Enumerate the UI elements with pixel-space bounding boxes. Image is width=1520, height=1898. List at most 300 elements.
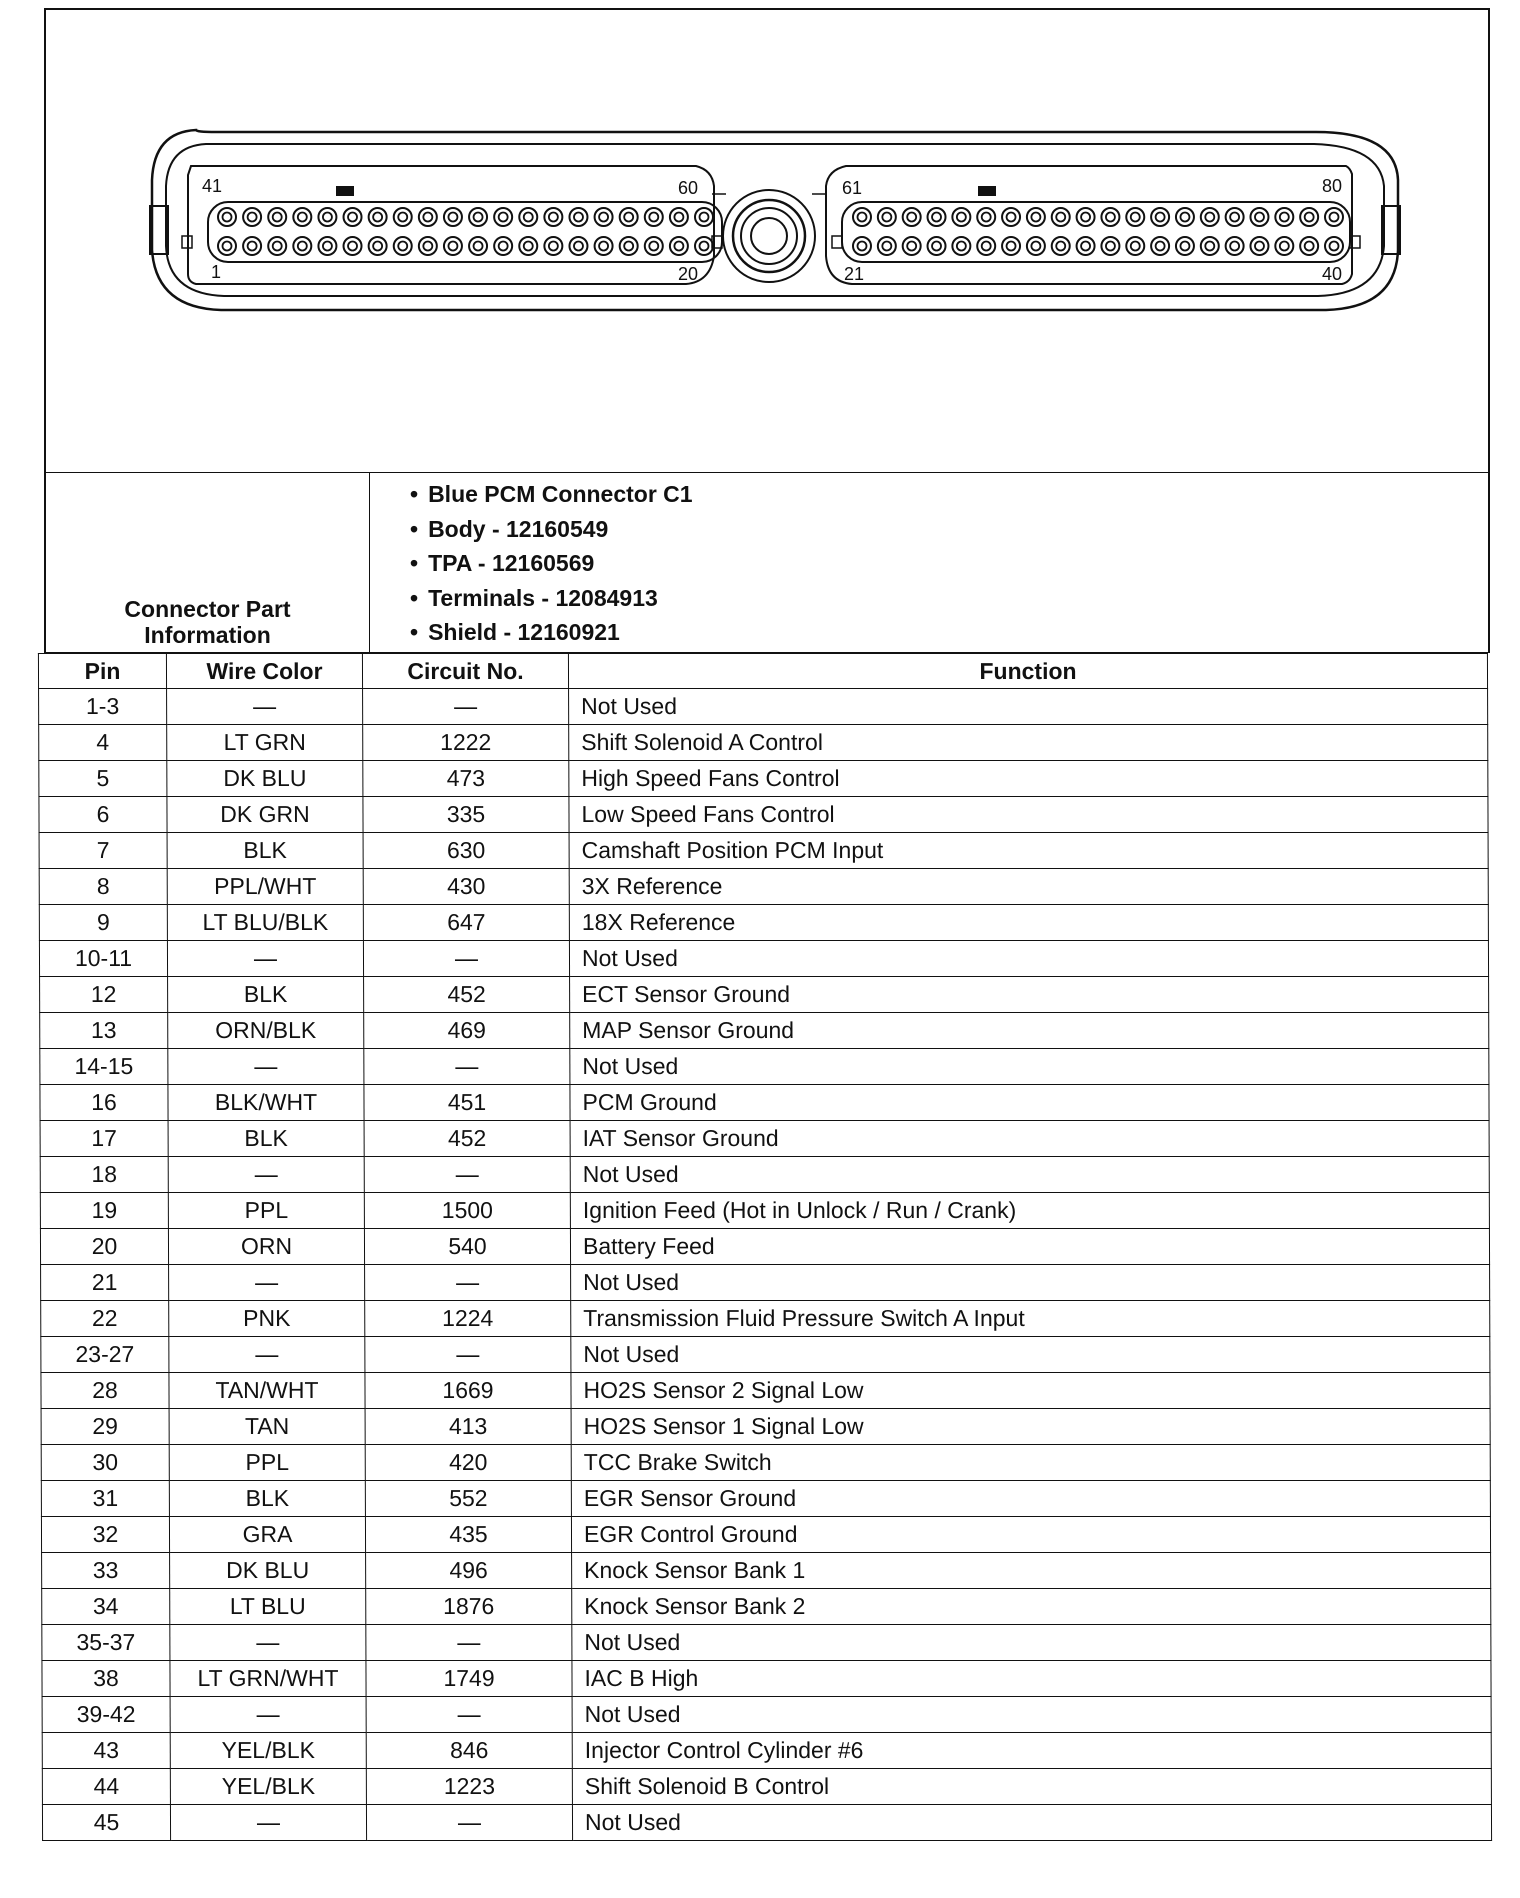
terminal-cavity: [1027, 237, 1045, 255]
circuit-cell: —: [365, 1265, 571, 1301]
terminal-cavity: [1052, 237, 1070, 255]
table-row: [39, 905, 1488, 941]
circuit-cell: —: [365, 1337, 571, 1373]
table-row: [39, 689, 1488, 725]
circuit-cell: 1876: [366, 1589, 572, 1625]
circuit-cell: 435: [365, 1517, 571, 1553]
terminal-cavity: [469, 208, 487, 226]
terminal-cavity: [369, 237, 387, 255]
function-cell: Battery Feed: [570, 1229, 1489, 1265]
table-row: [42, 1697, 1491, 1733]
terminal-pin: [423, 213, 432, 222]
terminal-pin: [1031, 242, 1040, 251]
table-row: [41, 1409, 1490, 1445]
terminal-pin: [907, 242, 916, 251]
terminal-cavity: [695, 208, 713, 226]
right-pin-field: [853, 208, 1343, 255]
terminal-pin: [398, 242, 407, 251]
table-row: [42, 1805, 1491, 1841]
terminal-pin: [1007, 242, 1016, 251]
table-row: [39, 941, 1488, 977]
function-cell: HO2S Sensor 2 Signal Low: [571, 1373, 1490, 1409]
terminal-cavity: [1101, 208, 1119, 226]
terminal-cavity: [1052, 208, 1070, 226]
pin-cell: 45: [42, 1805, 170, 1841]
wire-color-cell: LT GRN: [167, 725, 363, 761]
terminal-pin: [474, 213, 483, 222]
terminal-pin: [1081, 242, 1090, 251]
terminal-cavity: [1226, 208, 1244, 226]
terminal-pin: [700, 242, 709, 251]
pin-cell: 18: [40, 1157, 168, 1193]
terminal-pin: [273, 242, 282, 251]
circuit-cell: 1669: [365, 1373, 571, 1409]
terminal-cavity: [293, 208, 311, 226]
table-row: [41, 1517, 1490, 1553]
circuit-cell: 452: [364, 1121, 570, 1157]
terminal-pin: [982, 242, 991, 251]
wire-color-cell: —: [170, 1805, 366, 1841]
wire-color-cell: —: [169, 1265, 365, 1301]
wire-color-cell: YEL/BLK: [170, 1769, 366, 1805]
terminal-pin: [624, 213, 633, 222]
wire-color-cell: PPL: [168, 1193, 364, 1229]
terminal-cavity: [1226, 237, 1244, 255]
terminal-cavity: [469, 237, 487, 255]
terminal-pin: [423, 242, 432, 251]
part-info-item: • TPA - 12160569: [410, 546, 1488, 581]
pin-cell: 39-42: [42, 1697, 170, 1733]
wire-color-cell: DK BLU: [170, 1553, 366, 1589]
terminal-pin: [882, 213, 891, 222]
part-info-item: • Terminals - 12084913: [410, 581, 1488, 616]
terminal-pin: [1205, 242, 1214, 251]
terminal-pin: [474, 242, 483, 251]
terminal-cavity: [1201, 237, 1219, 255]
function-cell: Not Used: [571, 1337, 1490, 1373]
terminal-pin: [298, 242, 307, 251]
wire-color-cell: BLK: [167, 833, 363, 869]
terminal-pin: [1131, 213, 1140, 222]
wire-color-cell: TAN/WHT: [169, 1373, 365, 1409]
terminal-cavity: [595, 237, 613, 255]
terminal-cavity: [569, 208, 587, 226]
table-row: [40, 1013, 1489, 1049]
table-row: [41, 1265, 1490, 1301]
terminal-cavity: [1176, 237, 1194, 255]
pin-cell: 6: [39, 797, 167, 833]
pin-cell: 9: [39, 905, 167, 941]
terminal-pin: [448, 242, 457, 251]
function-cell: MAP Sensor Ground: [570, 1013, 1489, 1049]
circuit-cell: 473: [363, 761, 569, 797]
connector-illustration: [46, 10, 1492, 475]
terminal-cavity: [878, 208, 896, 226]
terminal-pin: [858, 213, 867, 222]
terminal-cavity: [952, 208, 970, 226]
terminal-pin: [649, 242, 658, 251]
table-row: [41, 1301, 1490, 1337]
terminal-cavity: [1027, 208, 1045, 226]
terminal-cavity: [1126, 208, 1144, 226]
left-pin-field: [218, 208, 713, 255]
terminal-cavity: [519, 208, 537, 226]
terminal-cavity: [394, 237, 412, 255]
terminal-cavity: [419, 237, 437, 255]
function-cell: Shift Solenoid A Control: [569, 725, 1488, 761]
terminal-pin: [348, 242, 357, 251]
pin-cell: 34: [42, 1589, 170, 1625]
terminal-cavity: [1250, 237, 1268, 255]
terminal-cavity: [218, 237, 236, 255]
terminal-cavity: [293, 237, 311, 255]
terminal-cavity: [344, 208, 362, 226]
circuit-cell: 1223: [366, 1769, 572, 1805]
circuit-cell: 430: [363, 869, 569, 905]
terminal-cavity: [544, 237, 562, 255]
connector-part-info: [44, 473, 1490, 653]
table-row: [41, 1445, 1490, 1481]
wire-color-cell: BLK: [168, 977, 364, 1013]
circuit-cell: 451: [364, 1085, 570, 1121]
table-row: [39, 761, 1488, 797]
part-info-label-text: Connector Part Information: [124, 596, 291, 648]
function-cell: Ignition Feed (Hot in Unlock / Run / Crank): [570, 1193, 1489, 1229]
wire-color-cell: —: [167, 689, 363, 725]
wire-color-cell: BLK: [169, 1481, 365, 1517]
terminal-pin: [700, 213, 709, 222]
terminal-cavity: [394, 208, 412, 226]
terminal-cavity: [1077, 208, 1095, 226]
pin-cell: 44: [42, 1769, 170, 1805]
terminal-pin: [599, 242, 608, 251]
table-row: [40, 1193, 1489, 1229]
pin-cell: 35-37: [42, 1625, 170, 1661]
terminal-pin: [932, 242, 941, 251]
terminal-cavity: [1077, 237, 1095, 255]
circuit-cell: —: [366, 1805, 572, 1841]
part-info-label: [46, 473, 370, 652]
function-cell: 3X Reference: [569, 869, 1488, 905]
terminal-cavity: [444, 208, 462, 226]
wire-color-cell: —: [167, 941, 363, 977]
terminal-pin: [524, 242, 533, 251]
pin-cell: 14-15: [40, 1049, 168, 1085]
pin-label-80: 80: [1322, 176, 1343, 196]
terminal-cavity: [419, 208, 437, 226]
terminal-pin: [1280, 242, 1289, 251]
terminal-cavity: [1126, 237, 1144, 255]
function-cell: Knock Sensor Bank 2: [572, 1589, 1491, 1625]
terminal-pin: [858, 242, 867, 251]
pin-cell: 32: [41, 1517, 169, 1553]
terminal-cavity: [369, 208, 387, 226]
terminal-cavity: [928, 237, 946, 255]
terminal-pin: [1330, 213, 1339, 222]
pin-label-61: 61: [842, 178, 863, 198]
header-circuit-no: Circuit No.: [362, 654, 568, 689]
terminal-pin: [1180, 213, 1189, 222]
terminal-pin: [649, 213, 658, 222]
terminal-cavity: [620, 208, 638, 226]
circuit-cell: 846: [366, 1733, 572, 1769]
terminal-pin: [1106, 242, 1115, 251]
function-cell: Injector Control Cylinder #6: [572, 1733, 1491, 1769]
function-cell: Camshaft Position PCM Input: [569, 833, 1488, 869]
terminal-pin: [248, 213, 257, 222]
pin-cell: 19: [40, 1193, 168, 1229]
terminal-pin: [273, 213, 282, 222]
table-row: [42, 1625, 1491, 1661]
terminal-cavity: [645, 237, 663, 255]
terminal-pin: [549, 242, 558, 251]
terminal-pin: [348, 213, 357, 222]
wire-color-cell: TAN: [169, 1409, 365, 1445]
terminal-pin: [298, 213, 307, 222]
table-row: [40, 1049, 1489, 1085]
terminal-pin: [1255, 213, 1264, 222]
wire-color-cell: BLK/WHT: [168, 1085, 364, 1121]
table-row: [42, 1553, 1491, 1589]
table-row: [39, 833, 1488, 869]
terminal-pin: [957, 242, 966, 251]
pin-cell: 4: [39, 725, 167, 761]
function-cell: IAC B High: [572, 1661, 1491, 1697]
terminal-pin: [398, 213, 407, 222]
terminal-cavity: [1250, 208, 1268, 226]
terminal-pin: [1305, 242, 1314, 251]
terminal-cavity: [853, 208, 871, 226]
pin-cell: 21: [41, 1265, 169, 1301]
pin-label-21: 21: [844, 264, 865, 284]
header-pin: Pin: [38, 654, 166, 689]
terminal-pin: [549, 213, 558, 222]
function-cell: ECT Sensor Ground: [570, 977, 1489, 1013]
terminal-pin: [448, 213, 457, 222]
terminal-pin: [499, 242, 508, 251]
terminal-cavity: [1101, 237, 1119, 255]
terminal-cavity: [1300, 208, 1318, 226]
pin-cell: 28: [41, 1373, 169, 1409]
terminal-pin: [373, 213, 382, 222]
terminal-pin: [1106, 213, 1115, 222]
pin-cell: 30: [41, 1445, 169, 1481]
function-cell: High Speed Fans Control: [569, 761, 1488, 797]
terminal-pin: [1056, 213, 1065, 222]
pin-cell: 23-27: [41, 1337, 169, 1373]
function-cell: EGR Sensor Ground: [571, 1481, 1490, 1517]
wire-color-cell: LT BLU: [170, 1589, 366, 1625]
terminal-cavity: [1325, 208, 1343, 226]
pin-cell: 12: [40, 977, 168, 1013]
function-cell: Not Used: [572, 1805, 1491, 1841]
wire-color-cell: PNK: [169, 1301, 365, 1337]
function-cell: Not Used: [569, 941, 1488, 977]
pin-cell: 33: [42, 1553, 170, 1589]
terminal-cavity: [903, 208, 921, 226]
circuit-cell: 630: [363, 833, 569, 869]
terminal-cavity: [1325, 237, 1343, 255]
terminal-cavity: [1176, 208, 1194, 226]
terminal-pin: [1131, 242, 1140, 251]
function-cell: Not Used: [572, 1625, 1491, 1661]
pin-cell: 17: [40, 1121, 168, 1157]
terminal-cavity: [444, 237, 462, 255]
function-cell: PCM Ground: [570, 1085, 1489, 1121]
terminal-cavity: [977, 208, 995, 226]
terminal-cavity: [344, 237, 362, 255]
terminal-pin: [223, 213, 232, 222]
table-row: [42, 1589, 1491, 1625]
circuit-cell: 1222: [363, 725, 569, 761]
wire-color-cell: BLK: [168, 1121, 364, 1157]
terminal-pin: [574, 213, 583, 222]
pin-table: [38, 653, 1492, 1841]
wire-color-cell: —: [169, 1337, 365, 1373]
circuit-cell: 335: [363, 797, 569, 833]
pin-cell: 10-11: [39, 941, 167, 977]
circuit-cell: —: [366, 1625, 572, 1661]
function-cell: EGR Control Ground: [571, 1517, 1490, 1553]
terminal-cavity: [218, 208, 236, 226]
terminal-cavity: [595, 208, 613, 226]
terminal-cavity: [243, 237, 261, 255]
pin-cell: 22: [41, 1301, 169, 1337]
pin-cell: 38: [42, 1661, 170, 1697]
terminal-pin: [1156, 213, 1165, 222]
table-row: [40, 977, 1489, 1013]
table-row: [39, 725, 1488, 761]
terminal-cavity: [318, 237, 336, 255]
terminal-cavity: [1201, 208, 1219, 226]
terminal-pin: [1031, 213, 1040, 222]
terminal-pin: [1081, 213, 1090, 222]
wire-color-cell: —: [168, 1049, 364, 1085]
part-info-item: • Blue PCM Connector C1: [410, 477, 1488, 512]
terminal-pin: [674, 242, 683, 251]
pin-cell: 5: [39, 761, 167, 797]
terminal-cavity: [243, 208, 261, 226]
table-row: [40, 1229, 1489, 1265]
circuit-cell: —: [364, 1157, 570, 1193]
circuit-cell: —: [363, 689, 569, 725]
terminal-pin: [1056, 242, 1065, 251]
table-row: [40, 1121, 1489, 1157]
terminal-cavity: [1300, 237, 1318, 255]
circuit-cell: 413: [365, 1409, 571, 1445]
pin-cell: 16: [40, 1085, 168, 1121]
table-row: [42, 1769, 1491, 1805]
terminal-cavity: [1275, 237, 1293, 255]
circuit-cell: 420: [365, 1445, 571, 1481]
terminal-cavity: [878, 237, 896, 255]
wire-color-cell: —: [168, 1157, 364, 1193]
terminal-pin: [323, 242, 332, 251]
terminal-pin: [1205, 213, 1214, 222]
terminal-pin: [574, 242, 583, 251]
wire-color-cell: LT BLU/BLK: [167, 905, 363, 941]
circuit-cell: 552: [365, 1481, 571, 1517]
circuit-cell: 1749: [366, 1661, 572, 1697]
terminal-cavity: [1151, 237, 1169, 255]
wire-color-cell: DK BLU: [167, 761, 363, 797]
terminal-cavity: [1002, 208, 1020, 226]
circuit-cell: 1500: [364, 1193, 570, 1229]
pin-cell: 7: [39, 833, 167, 869]
wire-color-cell: ORN: [168, 1229, 364, 1265]
function-cell: Not Used: [569, 689, 1488, 725]
function-cell: Not Used: [570, 1157, 1489, 1193]
table-row: [41, 1373, 1490, 1409]
header-wire-color: Wire Color: [166, 654, 362, 689]
terminal-pin: [932, 213, 941, 222]
wire-color-cell: —: [170, 1697, 366, 1733]
wire-color-cell: PPL: [169, 1445, 365, 1481]
terminal-pin: [1230, 242, 1239, 251]
pin-cell: 8: [39, 869, 167, 905]
terminal-cavity: [1275, 208, 1293, 226]
terminal-cavity: [544, 208, 562, 226]
pin-label-41: 41: [202, 176, 223, 196]
terminal-pin: [248, 242, 257, 251]
part-info-item: • Shield - 12160921: [410, 615, 1488, 650]
function-cell: Knock Sensor Bank 1: [572, 1553, 1491, 1589]
terminal-cavity: [928, 208, 946, 226]
terminal-pin: [957, 213, 966, 222]
terminal-cavity: [853, 237, 871, 255]
terminal-pin: [373, 242, 382, 251]
table-row: [41, 1481, 1490, 1517]
terminal-pin: [323, 213, 332, 222]
function-cell: HO2S Sensor 1 Signal Low: [571, 1409, 1490, 1445]
part-info-list: [370, 473, 1488, 652]
terminal-pin: [1230, 213, 1239, 222]
function-cell: IAT Sensor Ground: [570, 1121, 1489, 1157]
function-cell: Transmission Fluid Pressure Switch A Input: [571, 1301, 1490, 1337]
terminal-cavity: [1151, 208, 1169, 226]
circuit-cell: 540: [364, 1229, 570, 1265]
terminal-pin: [223, 242, 232, 251]
circuit-cell: 496: [366, 1553, 572, 1589]
table-row: [39, 869, 1488, 905]
pin-cell: 31: [41, 1481, 169, 1517]
table-row: [39, 797, 1488, 833]
header-function: Function: [568, 654, 1487, 689]
terminal-cavity: [903, 237, 921, 255]
terminal-pin: [524, 213, 533, 222]
pin-table-header: [38, 654, 1487, 689]
function-cell: Shift Solenoid B Control: [572, 1769, 1491, 1805]
terminal-cavity: [569, 237, 587, 255]
function-cell: Low Speed Fans Control: [569, 797, 1488, 833]
function-cell: 18X Reference: [569, 905, 1488, 941]
terminal-cavity: [494, 208, 512, 226]
function-cell: TCC Brake Switch: [571, 1445, 1490, 1481]
pin-cell: 43: [42, 1733, 170, 1769]
terminal-pin: [982, 213, 991, 222]
wire-color-cell: YEL/BLK: [170, 1733, 366, 1769]
terminal-cavity: [952, 237, 970, 255]
connector-diagram: [44, 8, 1490, 473]
terminal-cavity: [670, 208, 688, 226]
terminal-pin: [907, 213, 916, 222]
terminal-pin: [882, 242, 891, 251]
function-cell: Not Used: [571, 1265, 1490, 1301]
terminal-cavity: [1002, 237, 1020, 255]
circuit-cell: 469: [364, 1013, 570, 1049]
terminal-pin: [1305, 213, 1314, 222]
terminal-pin: [599, 213, 608, 222]
